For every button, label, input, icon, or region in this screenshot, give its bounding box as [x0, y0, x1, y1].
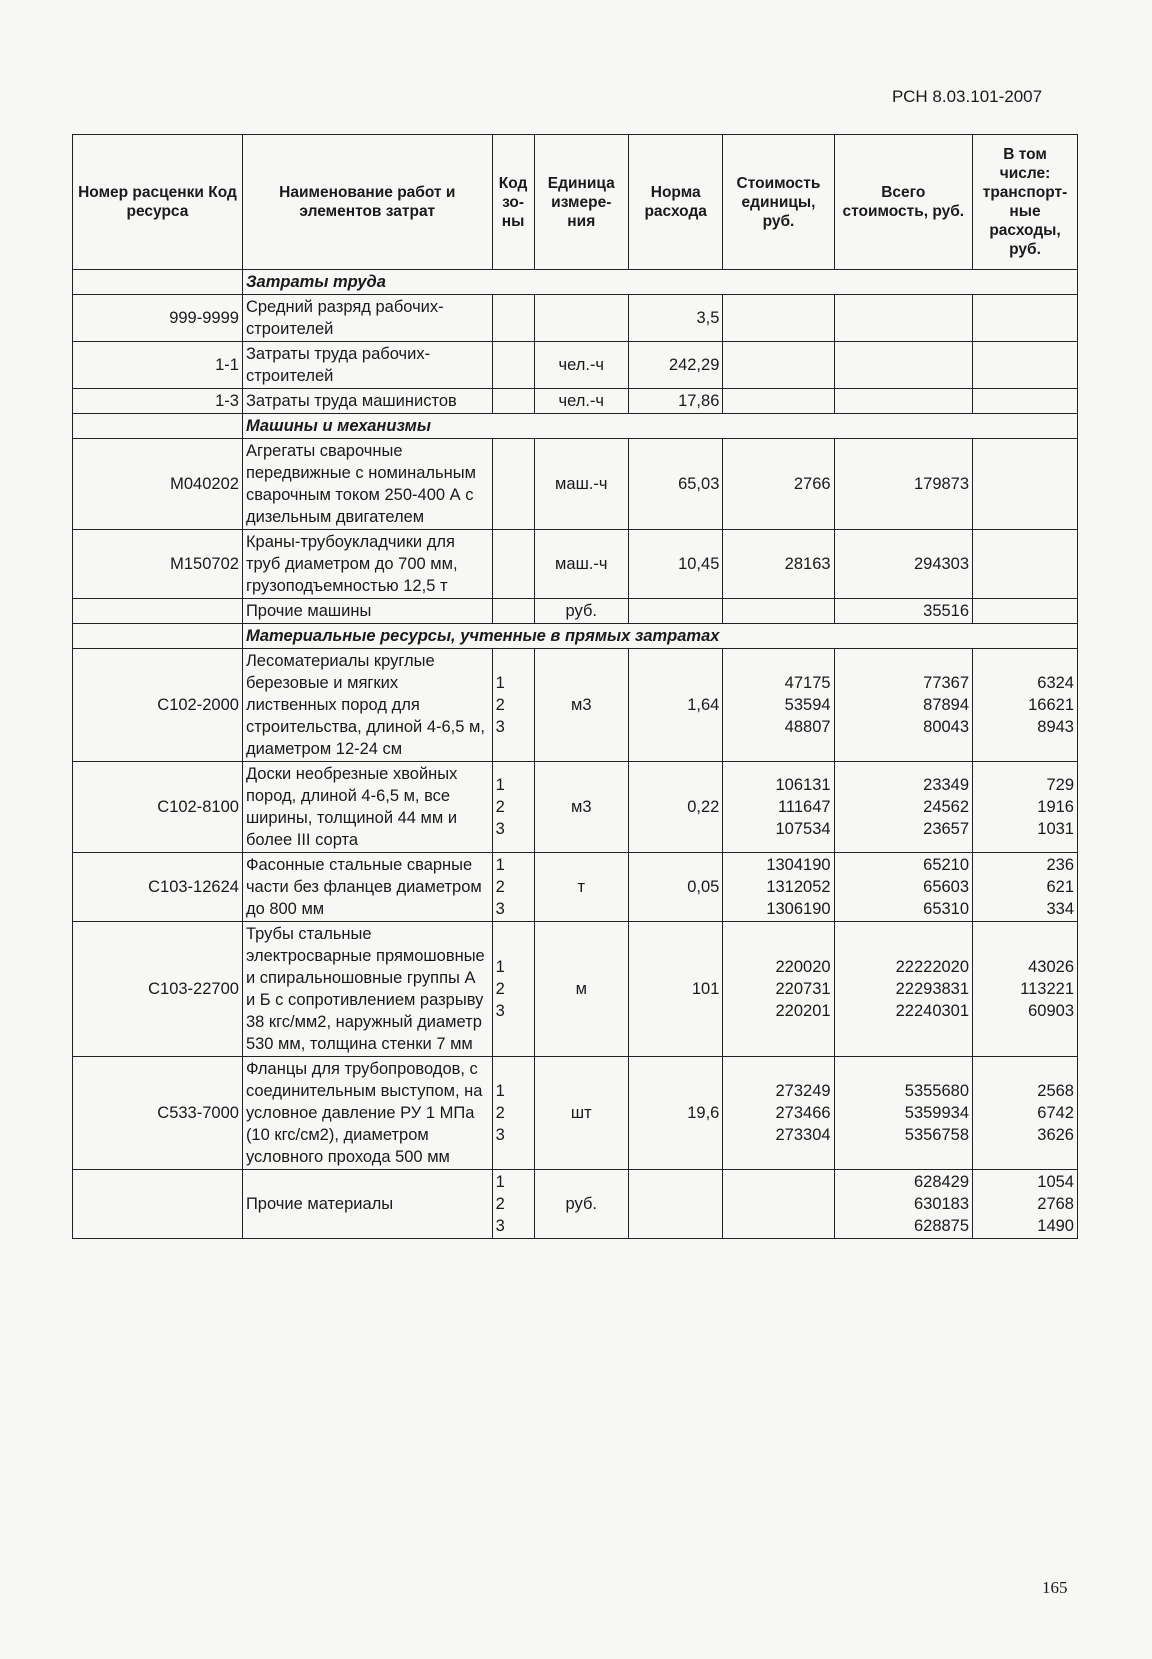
resource-code: С103-12624	[73, 853, 243, 922]
total-cost-value: 22293831	[895, 980, 970, 998]
unit-cost-value: 273249	[775, 1082, 831, 1100]
resource-name: Затраты труда машинистов	[242, 389, 492, 414]
total-cost	[834, 599, 972, 624]
transport-cost-value: 43026	[1028, 958, 1074, 976]
transport-cost-value: 6324	[1037, 674, 1074, 692]
total-cost	[834, 649, 972, 762]
unit-cost	[723, 922, 834, 1057]
col-unit-cost-header: Стоимость единицы, руб.	[723, 135, 834, 270]
resource-name: Фасонные стальные сварные части без фланцев диаметром до 800 мм	[242, 853, 492, 922]
transport-cost	[973, 599, 1078, 624]
consumption-norm: 101	[628, 922, 722, 1057]
table-row	[73, 853, 1078, 922]
unit-cost	[723, 599, 834, 624]
unit-cost	[723, 342, 834, 389]
resource-name: Фланцы для трубопроводов, с соединительным выступом, на условное давление РУ 1 МПа (10 кгс/см2), диаметром условного прохода 500 мм	[242, 1057, 492, 1170]
section-title: Материальные ресурсы, учтенные в прямых затратах	[242, 624, 1077, 649]
transport-cost-value: 2568	[1037, 1082, 1074, 1100]
col-norm-header: Норма расхода	[628, 135, 722, 270]
section-row	[73, 414, 1078, 439]
total-cost-value: 24562	[923, 798, 970, 816]
resource-name: Прочие материалы	[242, 1170, 492, 1239]
zone-codes-value: 1	[495, 1082, 505, 1100]
zone-codes-value: 3	[495, 900, 505, 918]
col-total-header: Всего стоимость, руб.	[834, 135, 972, 270]
table-row	[73, 599, 1078, 624]
total-cost-value: 22240301	[895, 1002, 970, 1020]
total-cost	[834, 342, 972, 389]
unit-of-measure: м3	[534, 649, 628, 762]
unit-cost	[723, 649, 834, 762]
resource-name: Трубы стальные электросварные прямошовные и спиральношовные группы А и Б с сопротивлением разрыву 38 кгс/мм2, наружный диаметр 530 мм, толщина стенки 7 мм	[242, 922, 492, 1057]
unit-cost	[723, 389, 834, 414]
section-row	[73, 624, 1078, 649]
unit-cost-value: 1304190	[766, 856, 831, 874]
unit-cost-value: 1306190	[766, 900, 831, 918]
consumption-norm: 3,5	[628, 295, 722, 342]
document-code: РСН 8.03.101-2007	[892, 87, 1043, 106]
col-unit-header: Единица измере- ния	[534, 135, 628, 270]
resource-name: Прочие машины	[242, 599, 492, 624]
unit-of-measure: маш.-ч	[534, 439, 628, 530]
unit-of-measure: т	[534, 853, 628, 922]
consumption-norm: 242,29	[628, 342, 722, 389]
unit-of-measure: чел.-ч	[534, 342, 628, 389]
zone-codes-value: 1	[495, 856, 505, 874]
unit-of-measure: м	[534, 922, 628, 1057]
unit-of-measure: руб.	[534, 599, 628, 624]
resource-name: Средний разряд рабочих-строителей	[242, 295, 492, 342]
col-code-header: Номер расценки Код ресурса	[73, 135, 243, 270]
total-cost-value: 5355680	[904, 1082, 970, 1100]
zone-codes	[492, 649, 534, 762]
zone-codes-value: 2	[495, 798, 505, 816]
total-cost-value: 22222020	[895, 958, 970, 976]
transport-cost-value: 1054	[1037, 1173, 1074, 1191]
resource-code: М040202	[73, 439, 243, 530]
table-row	[73, 342, 1078, 389]
zone-codes-value: 2	[495, 1104, 505, 1122]
unit-cost	[723, 762, 834, 853]
resource-code: 999-9999	[73, 295, 243, 342]
transport-cost	[973, 1170, 1078, 1239]
zone-codes	[492, 762, 534, 853]
unit-cost-value: 1312052	[766, 878, 831, 896]
transport-cost-value: 334	[1046, 900, 1074, 918]
table-row	[73, 762, 1078, 853]
zone-codes-value: 3	[495, 1002, 505, 1020]
col-name-header: Наименование работ и элементов затрат	[242, 135, 492, 270]
table-row	[73, 649, 1078, 762]
resource-code: 1-1	[73, 342, 243, 389]
total-cost-value: 65210	[923, 856, 970, 874]
consumption-norm: 65,03	[628, 439, 722, 530]
transport-cost-value: 8943	[1037, 718, 1074, 736]
total-cost	[834, 922, 972, 1057]
transport-cost-value: 729	[1046, 776, 1074, 794]
total-cost	[834, 439, 972, 530]
resource-code	[73, 599, 243, 624]
transport-cost	[973, 649, 1078, 762]
transport-cost	[973, 922, 1078, 1057]
resource-code	[73, 1170, 243, 1239]
total-cost-value: 5359934	[904, 1104, 970, 1122]
transport-cost-value: 621	[1046, 878, 1074, 896]
total-cost	[834, 530, 972, 599]
unit-cost-value: 220201	[775, 1002, 831, 1020]
transport-cost	[973, 853, 1078, 922]
transport-cost-value: 16621	[1028, 696, 1074, 714]
zone-codes	[492, 1057, 534, 1170]
transport-cost	[973, 1057, 1078, 1170]
section-row	[73, 270, 1078, 295]
section-code-cell	[73, 270, 243, 295]
total-cost	[834, 1170, 972, 1239]
section-code-cell	[73, 414, 243, 439]
section-title: Затраты труда	[242, 270, 1077, 295]
total-cost-value: 628429	[913, 1173, 970, 1191]
unit-of-measure: шт	[534, 1057, 628, 1170]
unit-cost-value: 47175	[784, 674, 831, 692]
transport-cost	[973, 342, 1078, 389]
table-row	[73, 530, 1078, 599]
unit-cost-value: 273466	[775, 1104, 831, 1122]
resource-name: Краны-трубоукладчики для труб диаметром до 700 мм, грузоподъемностью 12,5 т	[242, 530, 492, 599]
unit-cost-value: 53594	[784, 696, 831, 714]
total-cost	[834, 853, 972, 922]
resource-name: Лесоматериалы круглые березовые и мягких лиственных пород для строительства, длиной 4-6,5 м, диаметром 12-24 см	[242, 649, 492, 762]
page-number: 165	[1042, 1578, 1068, 1597]
zone-codes	[492, 342, 534, 389]
unit-cost	[723, 530, 834, 599]
zone-codes	[492, 295, 534, 342]
consumption-norm: 0,22	[628, 762, 722, 853]
total-cost-value: 23349	[923, 776, 970, 794]
transport-cost	[973, 295, 1078, 342]
unit-cost	[723, 853, 834, 922]
consumption-norm: 19,6	[628, 1057, 722, 1170]
transport-cost-value: 1031	[1037, 820, 1074, 838]
table-header	[73, 135, 1078, 270]
total-cost	[834, 1057, 972, 1170]
unit-of-measure: чел.-ч	[534, 389, 628, 414]
zone-codes-value: 2	[495, 696, 505, 714]
table-row	[73, 439, 1078, 530]
zone-codes	[492, 599, 534, 624]
unit-of-measure: м3	[534, 762, 628, 853]
zone-codes-value: 2	[495, 980, 505, 998]
table-row	[73, 295, 1078, 342]
unit-cost-value: 106131	[775, 776, 831, 794]
total-cost-value: 80043	[923, 718, 970, 736]
total-cost-value: 179873	[913, 475, 970, 493]
resource-code: С102-2000	[73, 649, 243, 762]
total-cost-value: 294303	[913, 555, 970, 573]
table-row	[73, 389, 1078, 414]
transport-cost-value: 236	[1046, 856, 1074, 874]
transport-cost	[973, 439, 1078, 530]
total-cost	[834, 762, 972, 853]
unit-cost-value: 111647	[777, 798, 831, 816]
zone-codes-value: 2	[495, 1195, 505, 1213]
unit-cost-value: 273304	[775, 1126, 831, 1144]
zone-codes	[492, 922, 534, 1057]
unit-cost	[723, 1170, 834, 1239]
unit-cost-value: 107534	[775, 820, 831, 838]
section-title: Машины и механизмы	[242, 414, 1077, 439]
section-code-cell	[73, 624, 243, 649]
resource-code: С533-7000	[73, 1057, 243, 1170]
zone-codes-value: 1	[495, 958, 505, 976]
consumption-norm: 0,05	[628, 853, 722, 922]
total-cost-value: 5356758	[904, 1126, 970, 1144]
zone-codes-value: 1	[495, 1173, 505, 1191]
resource-code: М150702	[73, 530, 243, 599]
unit-of-measure	[534, 295, 628, 342]
zone-codes-value: 3	[495, 1126, 505, 1144]
table-row	[73, 922, 1078, 1057]
col-transport-header: В том числе: транспорт- ные расходы, руб.	[973, 135, 1078, 270]
unit-cost	[723, 1057, 834, 1170]
consumption-norm: 10,45	[628, 530, 722, 599]
consumption-norm: 1,64	[628, 649, 722, 762]
unit-cost-value: 28163	[784, 555, 831, 573]
zone-codes-value: 3	[495, 718, 505, 736]
consumption-norm	[628, 1170, 722, 1239]
resource-name: Доски необрезные хвойных пород, длиной 4-6,5 м, все ширины, толщиной 44 мм и более III сорта	[242, 762, 492, 853]
zone-codes	[492, 439, 534, 530]
col-zone-header: Код зо- ны	[492, 135, 534, 270]
total-cost-value: 87894	[923, 696, 970, 714]
total-cost-value: 628875	[913, 1217, 970, 1235]
zone-codes-value: 2	[495, 878, 505, 896]
consumption-norm	[628, 599, 722, 624]
total-cost	[834, 389, 972, 414]
transport-cost-value: 1490	[1037, 1217, 1074, 1235]
resource-code: С103-22700	[73, 922, 243, 1057]
unit-cost-value: 48807	[784, 718, 831, 736]
total-cost	[834, 295, 972, 342]
total-cost-value: 630183	[913, 1195, 970, 1213]
total-cost-value: 35516	[923, 602, 970, 620]
zone-codes	[492, 853, 534, 922]
zone-codes	[492, 389, 534, 414]
zone-codes	[492, 1170, 534, 1239]
transport-cost-value: 1916	[1037, 798, 1074, 816]
total-cost-value: 23657	[923, 820, 970, 838]
transport-cost-value: 2768	[1037, 1195, 1074, 1213]
resource-table	[72, 134, 1078, 1239]
transport-cost-value: 3626	[1037, 1126, 1074, 1144]
total-cost-value: 65603	[923, 878, 970, 896]
table-row	[73, 1170, 1078, 1239]
unit-cost	[723, 295, 834, 342]
unit-cost	[723, 439, 834, 530]
transport-cost-value: 113221	[1020, 980, 1074, 998]
resource-name: Затраты труда рабочих-строителей	[242, 342, 492, 389]
total-cost-value: 65310	[923, 900, 970, 918]
table-row	[73, 1057, 1078, 1170]
transport-cost-value: 6742	[1037, 1104, 1074, 1122]
table-body	[73, 270, 1078, 1239]
zone-codes-value: 1	[495, 776, 505, 794]
zone-codes-value: 3	[495, 1217, 505, 1235]
resource-code: С102-8100	[73, 762, 243, 853]
unit-of-measure: руб.	[534, 1170, 628, 1239]
transport-cost	[973, 389, 1078, 414]
unit-cost-value: 220731	[775, 980, 831, 998]
zone-codes-value: 1	[495, 674, 505, 692]
total-cost-value: 77367	[923, 674, 970, 692]
consumption-norm: 17,86	[628, 389, 722, 414]
resource-code: 1-3	[73, 389, 243, 414]
transport-cost	[973, 762, 1078, 853]
unit-of-measure: маш.-ч	[534, 530, 628, 599]
resource-name: Агрегаты сварочные передвижные с номинальным сварочным током 250-400 А с дизельным двигателем	[242, 439, 492, 530]
unit-cost-value: 220020	[775, 958, 831, 976]
transport-cost-value: 60903	[1028, 1002, 1074, 1020]
transport-cost	[973, 530, 1078, 599]
zone-codes	[492, 530, 534, 599]
zone-codes-value: 3	[495, 820, 505, 838]
unit-cost-value: 2766	[793, 475, 831, 493]
